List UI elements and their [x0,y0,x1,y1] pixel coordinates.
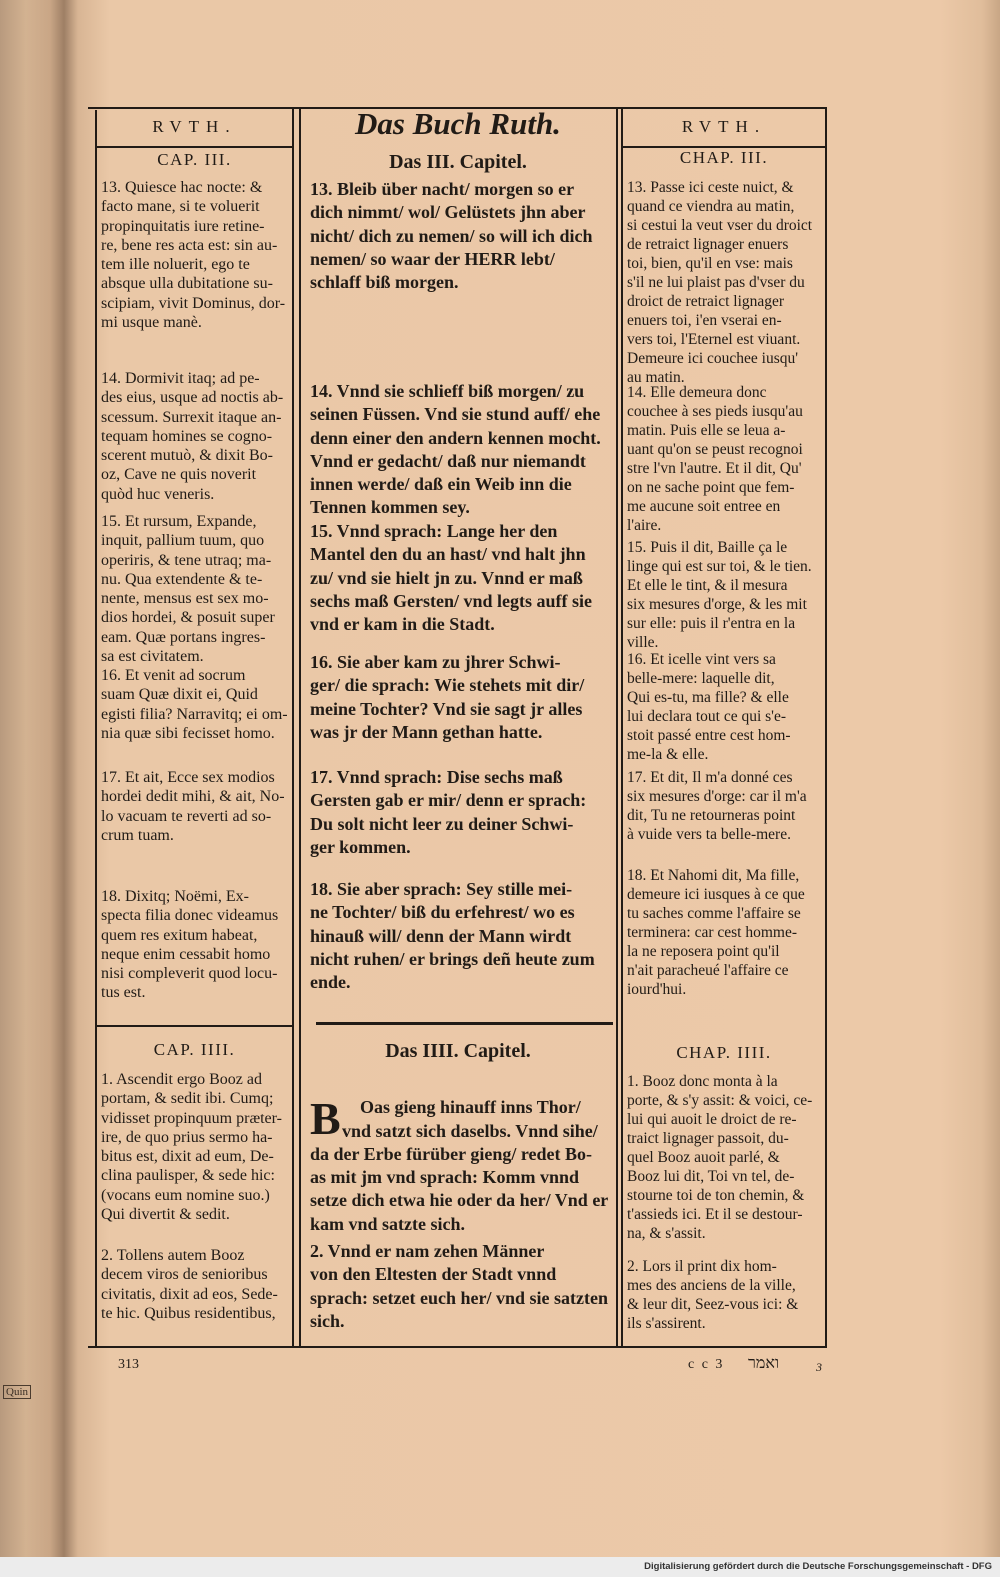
digitization-notice: Digitalisierung gefördert durch die Deutsche Forschungsgemeinschaft - DFG [644,1561,992,1572]
latin-verse-3-16: 16. Et venit ad socrum suam Quæ dixit ei, Quid egisti filia? Narravitq; ei om- nia quæ sibi fecisset homo. [101,667,288,742]
german-verse-3-16: 16. Sie aber kam zu jhrer Schwi- ger/ die sprach: Wie stehets mit dir/ meine Tochter? Vnd sie sagt jr alles was jr der Mann gethan hatte. [310,652,585,742]
french-verse-3-17: 17. Et dit, Il m'a donné ces six mesures d'orge: car il m'a dit, Tu ne retourneras point à vuide vers ta belle-mere. [627,769,807,843]
french-verse-3-15: 15. Puis il dit, Baille ça le linge qui est sur toi, & le tien. Et elle le tint, & il mesura six mesures d'orge, & les mit sur elle: puis il r'entra en la ville. [627,539,812,651]
frame-right-rule [825,107,827,1347]
latin-column-right-rule [292,107,294,1347]
latin-verse-3-15: 15. Et rursum, Expande, inquit, pallium tuum, quo operiris, & tene utraq; ma- nu. Qua extendente & te- nente, mensus est sex mo- dios hordei, & posuit super eam. Quæ portans ingres- sa est civitatem. [101,513,275,666]
french-chapter-3-heading: CHAP. III. [679,148,769,167]
german-verse-3-18: 18. Sie aber sprach: Sey stille mei- ne Tochter/ biß du erfehrest/ wo es hinauß will/ denn der Mann wirdt nicht ruhen/ er brings deñ heute zum ende. [310,879,595,993]
latin-verse-3-18: 18. Dixitq; Noëmi, Ex- specta filia donec videamus quem res exitum habeat, neque enim cessabit homo nisi compleverit quod locu- tus est. [101,888,279,1002]
digitization-notice-band [0,1557,1000,1577]
german-verse-3-15: 15. Vnnd sprach: Lange her den Mantel den du an hast/ vnd halt jhn zu/ vnd sie hielt jn zu. Vnnd er maß sechs maß Gersten/ vnd legts auff sie vnd er kam in die Stadt. [310,521,592,635]
hebrew-catchword: ואמר [748,1355,780,1372]
page-number: 313 [118,1357,139,1372]
latin-chapter-divider [96,1025,293,1027]
german-verse-3-13: 13. Bleib über nacht/ morgen so er dich nimmt/ wol/ Gelüstets jhn aber nicht/ dich zu nemen/ so will ich dich nemen/ so waar der HERR lebt/ schlaff biß morgen. [310,179,593,293]
german-chapter-3-heading: Das III. Capitel. [389,151,527,173]
french-verse-4-2: 2. Lors il print dix hom- mes des anciens de la ville, & leur dit, Seez-vous ici: & ils s'assirent. [627,1258,799,1332]
german-column-left-rule [299,107,301,1347]
german-verse-4-2: 2. Vnnd er nam zehen Männer von den Eltesten der Stadt vnnd sprach: setzet euch her/ vnd sie satzten sich. [310,1241,608,1331]
german-chapter-divider [316,1022,613,1025]
latin-verse-3-17: 17. Et ait, Ecce sex modios hordei dedit mihi, & ait, No- lo vacuam te reverti ad so- crum tuam. [101,769,285,844]
german-verse-3-17: 17. Vnnd sprach: Dise sechs maß Gersten gab er mir/ denn er sprach: Du solt nicht leer zu deiner Schwi- ger kommen. [310,767,587,857]
latin-verse-3-13: 13. Quiesce hac nocte: & facto mane, si te voluerit propinquitatis iure retine- re, bene res acta est: sin au- tem ille noluerit, ego te absque ulla dubitatione su- scipiam, vivit Dominus, dor- mi usque manè. [101,179,286,332]
signature-mark: c c 3 [688,1357,725,1372]
footer-mark: 3 [816,1360,822,1374]
latin-verse-4-1: 1. Ascendit ergo Booz ad portam, & sedit ibi. Cumq; vidisset propinquum præter- ire, de quo prius sermo ha- bitus est, dixit ad eum, De- clina paulisper, & sede hic: (vocans eum nomine suo.) Qui divertit & sedit. [101,1071,282,1224]
german-drop-cap-initial: B [310,1093,341,1145]
french-verse-4-1: 1. Booz donc monta à la porte, & s'y assit: & voici, ce- lui qui auoit le droict de re- traict lignager passoit, du- quel Booz auoit parlé, & Booz lui dit, Toi vn tel, de- stourne toi de ton chemin, & t'assieds ici. Et il se destour- na, & s'assit. [627,1073,813,1242]
running-head-right: RVTH. [681,117,767,136]
latin-verse-4-2: 2. Tollens autem Booz decem viros de senioribus civitatis, dixit ad eos, Sede- te hic. Quibus residentibus, [101,1247,278,1322]
french-verse-3-16: 16. Et icelle vint vers sa belle-mere: laquelle dit, Qui es-tu, ma fille? & elle lui declara tout ce qui s'e- stoit passé entre cest hom- me-la & elle. [627,651,791,763]
latin-verse-3-14: 14. Dormivit itaq; ad pe- des eius, usque ad noctis ab- scessum. Surrexit itaque an- tequam homines se cogno- scerent mutuò, & dixit Bo- oz, Cave ne quis noverit quòd huc veneris. [101,370,284,503]
french-column-left-rule [621,107,623,1347]
french-verse-3-14: 14. Elle demeura donc couchee à ses pieds iusqu'au matin. Puis elle se leua a- uant qu'on se peust recognoi stre l'vn l'autre. Et il dit, Qu' on ne sache point que fem- me aucune soit entree en l'aire. [627,384,803,534]
french-chapter-4-heading: CHAP. IIII. [676,1043,772,1062]
french-verse-3-13: 13. Passe ici ceste nuict, & quand ce viendra au matin, si cestui la veut vser du droict de retraict lignager enuers toi, bien, qu'il en vse: mais s'il ne lui plaist pas d'vser du droict de retraict lignager enuers toi, i'en vserai en- vers toi, l'Eternel est viuant. Demeure ici couchee iusqu' au matin. [627,179,813,386]
latin-chapter-3-heading: CAP. III. [157,150,232,169]
facing-page-fragment: Quin [3,1385,31,1399]
german-verse-4-1 [310,1073,615,1259]
frame-bottom-rule [88,1346,827,1348]
german-verse-3-14: 14. Vnnd sie schlieff biß morgen/ zu seinen Füssen. Vnd sie stund auff/ ehe denn einer den andern kennen mocht. Vnnd er gedacht/ daß nur niemandt innen werde/ daß ein Weib inn die Tennen kommen sey. [310,381,601,518]
german-column-right-rule [616,107,618,1347]
german-chapter-4-heading: Das IIII. Capitel. [385,1040,531,1062]
latin-chapter-4-heading: CAP. IIII. [153,1040,236,1059]
latin-header-rule [96,146,293,148]
running-head-left: RVTH. [152,117,237,136]
french-verse-3-18: 18. Et Nahomi dit, Ma fille, demeure ici iusques à ce que tu saches comme l'affaire se terminera: car cest homme- la ne reposera point qu'il n'ait paracheué l'affaire ce iourd'hui. [627,867,805,998]
german-verse-4-1-text: Oas gieng hinauff inns Thor/ vnd satzt sich daselbs. Vnnd sihe/ da der Erbe fürüber gieng/ redet Bo- as mit jm vnd sprach: Komm vnnd setze dich etwa hie oder da her/ Vnd er kam vnd satzte sich. [310,1097,609,1234]
book-title: Das Buch Ruth. [355,106,561,141]
frame-left-rule [95,110,97,1347]
